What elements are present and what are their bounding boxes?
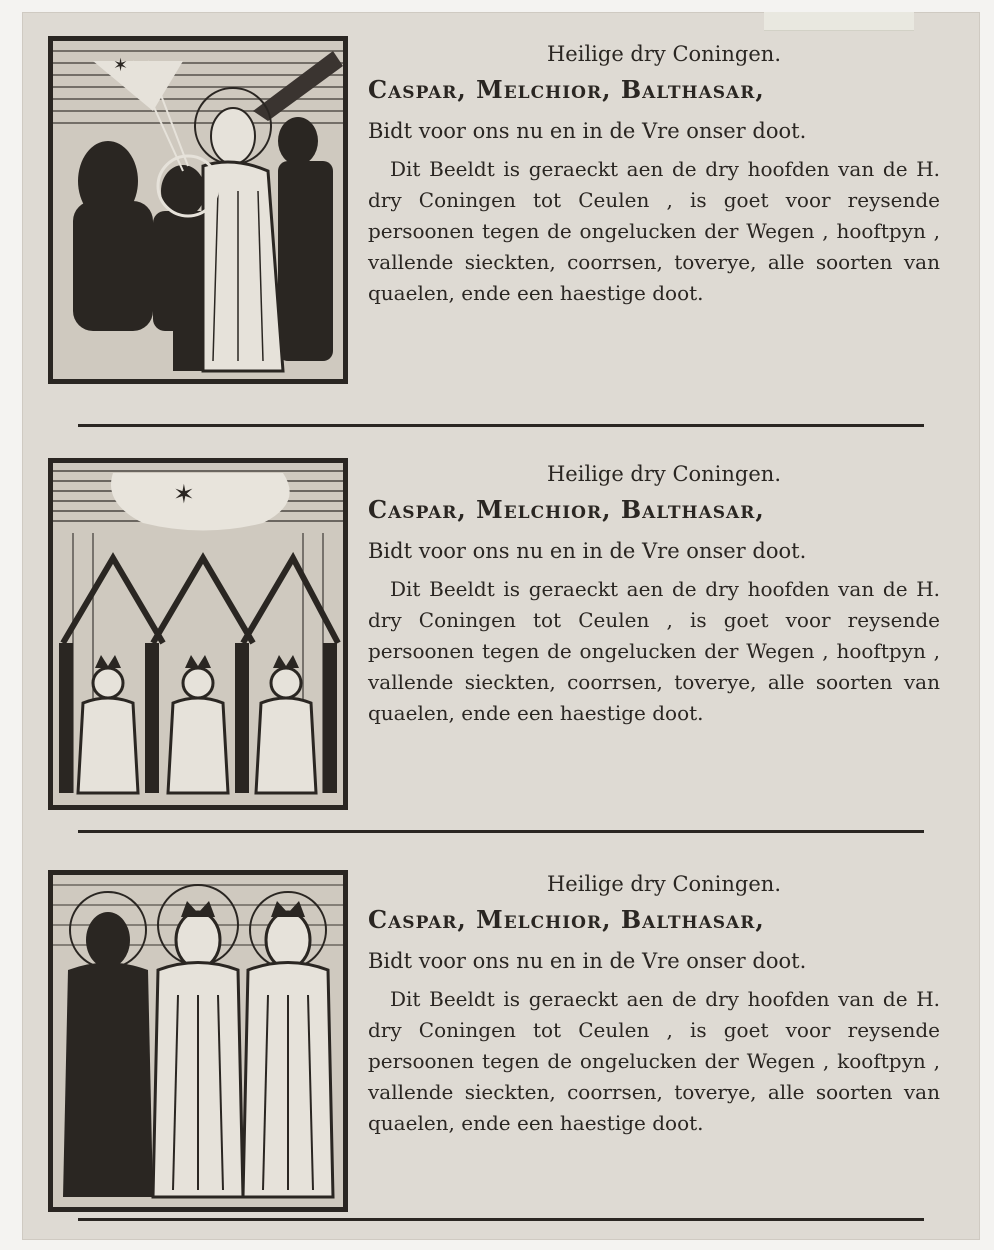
panel-heading: Heilige dry Coningen. [546,42,781,66]
panel-3-text [368,870,940,1139]
woodcut-adoration-image [48,36,348,384]
svg-text:✶: ✶ [113,55,129,75]
panel-2-text [368,460,940,729]
tape-strip [764,12,914,31]
body-text: Dit Beeldt is geraeckt aen de dry hoofden van de H. dry Coningen tot Ceulen , is goet voor reysende persoonen tegen de ongelucken der Wegen , hooftpyn , vallende sieckten, coorrsen, toverye, alle soorten van quaelen, ende een haestige doot. [368,577,940,725]
paper-sheet [22,12,980,1240]
kings-names: Caspar, Melchior, Balthasar, [368,495,765,524]
woodcut-haloed-kings-image [48,870,348,1212]
divider-rule [78,830,924,833]
body-text: Dit Beeldt is geraeckt aen de dry hoofden van de H. dry Coningen tot Ceulen , is goet voor reysende persoonen tegen de ongelucken der Wegen , hooftpyn , vallende sieckten, coorrsen, toverye, alle soorten van quaelen, ende een haestige doot. [368,157,940,305]
panel-heading: Heilige dry Coningen. [546,872,781,896]
prayer-line: Bidt voor ons nu en in de Vre onser doot. [368,949,807,973]
divider-rule [78,424,924,427]
panel-heading: Heilige dry Coningen. [546,462,781,486]
body-text: Dit Beeldt is geraeckt aen de dry hoofden van de H. dry Coningen tot Ceulen , is goet voor reysende persoonen tegen de ongelucken der Wegen , kooftpyn , vallende sieckten, coorrsen, toverye, alle soorten van quaelen, ende een haestige doot. [368,987,940,1135]
kings-names: Caspar, Melchior, Balthasar, [368,75,765,104]
panel-1-text [368,40,940,309]
kings-names: Caspar, Melchior, Balthasar, [368,905,765,934]
divider-rule [78,1218,924,1221]
woodcut-three-kings-image [48,458,348,810]
svg-text:✶: ✶ [173,480,195,509]
prayer-line: Bidt voor ons nu en in de Vre onser doot. [368,539,807,563]
prayer-line: Bidt voor ons nu en in de Vre onser doot. [368,119,807,143]
